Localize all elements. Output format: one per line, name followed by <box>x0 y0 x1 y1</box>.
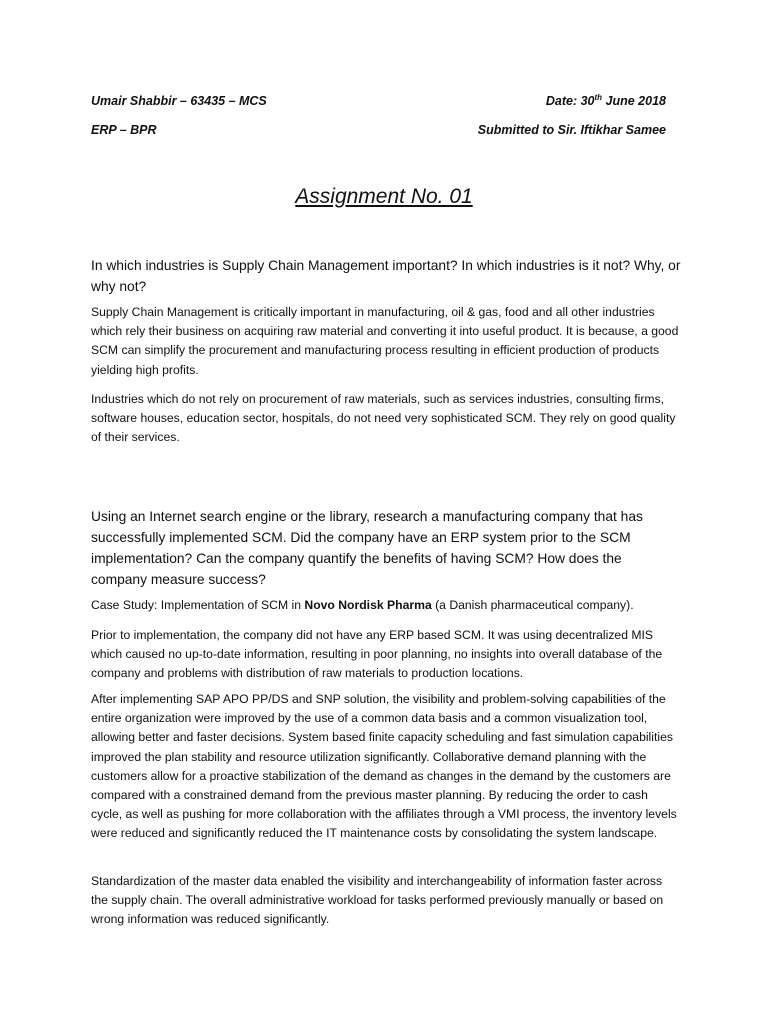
submitted-to-line: Submitted to Sir. Iftikhar Samee <box>477 123 666 137</box>
course-line: ERP – BPR <box>91 123 157 137</box>
date-prefix: Date: 30 <box>545 94 595 108</box>
question-1: In which industries is Supply Chain Management important? In which industries is it not? Why, or why not? <box>91 258 681 294</box>
answer-1-paragraph-1: Supply Chain Management is critically important in manufacturing, oil & gas, food and all other industries which rely their business on acquiring raw material and converting it into useful product. It is because, a good SCM can simplify the procurement and manufacturing process resulting in efficient production of products yielding high profits. <box>91 305 679 377</box>
answer-2-paragraph-2: After implementing SAP APO PP/DS and SNP solution, the visibility and problem-solving capabilities of the entire organization were improved by the use of a common data basis and a common visualization tool, allowing better and faster decisions. System based finite capacity scheduling and fast simulation capabilities improved the plan stability and resource utilization significantly. Collaborative demand planning with the customers allow for a proactive stabilization of the demand as changes in the demand by the customers are compared with a constrained demand from the previous master planning. By reducing the order to cash cycle, as well as pushing for more collaboration with the affiliates through a VMI process, the inventory levels were reduced and significantly reduced the IT maintenance costs by consolidating the system landscape. <box>91 692 677 841</box>
answer-2-paragraph-3: Standardization of the master data enabled the visibility and interchangeability of information faster across the supply chain. The overall administrative workload for tasks performed previously manually or based on wrong information was reduced significantly. <box>91 874 664 927</box>
author-line: Umair Shabbir – 63435 – MCS <box>91 94 267 108</box>
case-study-line <box>91 596 681 615</box>
case-study-prefix: Case Study: Implementation of SCM in <box>91 598 305 612</box>
answer-1-paragraph-2: Industries which do not rely on procurement of raw materials, such as services industries, consulting firms, software houses, education sector, hospitals, do not need very sophisticated SCM. They rely on good quality of their services. <box>91 392 676 445</box>
page-title: Assignment No. 01 <box>295 185 473 208</box>
date-superscript: th <box>594 93 603 102</box>
case-study-suffix: (a Danish pharmaceutical company). <box>431 598 634 612</box>
question-2: Using an Internet search engine or the library, research a manufacturing company that has successfully implemented SCM. Did the company have an ERP system prior to the SCM implementation? Can the company quantify the benefits of having SCM? How does the company measure success? <box>91 509 643 587</box>
case-study-company: Novo Nordisk Pharma <box>304 598 432 612</box>
date-suffix: June 2018 <box>602 94 666 108</box>
date-line <box>546 93 666 109</box>
answer-2-paragraph-1: Prior to implementation, the company did not have any ERP based SCM. It was using decentralized MIS which caused no up-to-date information, resulting in poor planning, no insights into overall database of the company and problems with distribution of raw materials to production locations. <box>91 628 663 681</box>
